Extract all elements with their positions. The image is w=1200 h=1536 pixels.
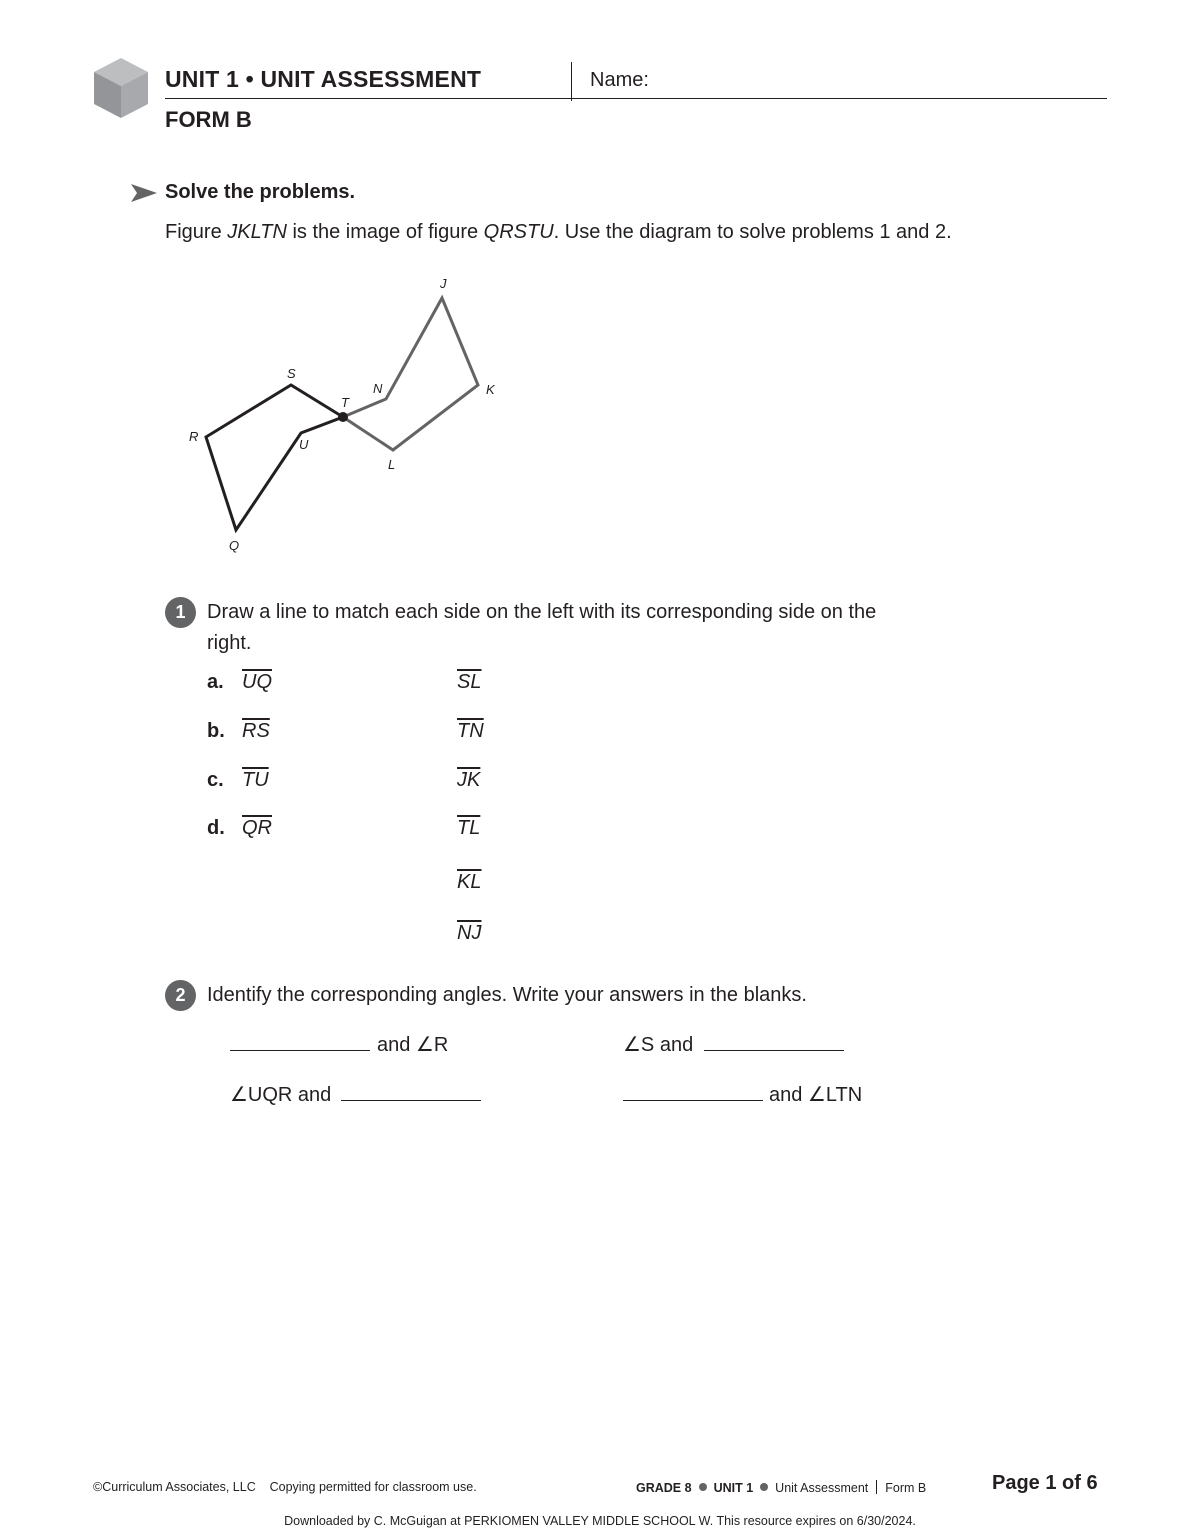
intro-text: Figure JKLTN is the image of figure QRSTU. Use the diagram to solve problems 1 and 2. xyxy=(165,221,952,243)
name-label: Name: xyxy=(590,69,649,91)
match-segment-tl[interactable]: $\overline{TL}$ xyxy=(457,817,481,839)
label-r: R xyxy=(189,429,199,444)
option-b-segment[interactable]: $\overline{RS}$ xyxy=(242,720,270,742)
label-q: Q xyxy=(229,538,240,553)
option-d-letter: d. xyxy=(207,817,225,839)
angle-r-text: and ∠R xyxy=(377,1034,449,1056)
question-1-text: Draw a line to match each side on the left with its corresponding side on the right. xyxy=(207,601,877,654)
download-notice: Downloaded by C. McGuigan at PERKIOMEN VALLEY MIDDLE SCHOOL W. This resource expires on 6/30/2024. xyxy=(284,1514,916,1528)
option-b-letter: b. xyxy=(207,720,225,742)
unit-title: UNIT 1 • UNIT ASSESSMENT xyxy=(165,66,482,92)
option-a-segment[interactable]: $\overline{UQ}$ xyxy=(242,671,272,693)
label-k: K xyxy=(486,382,495,397)
question-2-badge: 2 xyxy=(165,980,196,1011)
figure-qrstu xyxy=(206,385,343,530)
angle-ltn-text: and ∠LTN xyxy=(769,1084,863,1106)
label-t: T xyxy=(341,395,349,410)
label-j: J xyxy=(440,276,447,291)
option-c-letter: c. xyxy=(207,769,224,791)
instruction-heading: Solve the problems. xyxy=(165,181,356,203)
answer-blank-3[interactable] xyxy=(341,1100,481,1101)
footer-grade: GRADE 8 xyxy=(636,1481,692,1495)
option-a-letter: a. xyxy=(207,671,224,693)
transformation-diagram xyxy=(0,0,600,580)
page-number: Page 1 of 6 xyxy=(992,1472,1098,1494)
option-c-segment[interactable]: $\overline{TU}$ xyxy=(242,769,269,791)
label-s: S xyxy=(287,366,296,381)
label-u: U xyxy=(299,437,309,452)
label-l: L xyxy=(388,457,396,472)
question-1-badge: 1 xyxy=(165,597,196,628)
match-segment-jk[interactable]: $\overline{JK}$ xyxy=(457,769,481,791)
question-2-text: Identify the corresponding angles. Write your answers in the blanks. xyxy=(207,984,807,1006)
footer-unit: UNIT 1 xyxy=(713,1481,754,1495)
bullet-icon xyxy=(699,1483,707,1491)
footer-assessment: Unit Assessment xyxy=(775,1481,869,1495)
answer-blank-4[interactable] xyxy=(623,1100,763,1101)
match-segment-kl[interactable]: $\overline{KL}$ xyxy=(457,871,482,893)
point-t xyxy=(338,412,348,422)
footer-course-info xyxy=(636,1480,926,1495)
form-label: FORM B xyxy=(165,107,252,132)
option-d-segment[interactable]: $\overline{QR}$ xyxy=(242,817,272,839)
answer-blank-1[interactable] xyxy=(230,1050,370,1051)
label-n: N xyxy=(373,381,383,396)
answer-blank-2[interactable] xyxy=(704,1050,844,1051)
footer-separator xyxy=(876,1480,877,1494)
angle-uqr-text: ∠UQR and xyxy=(230,1084,332,1106)
bullet-icon xyxy=(760,1483,768,1491)
copyright-text: ©Curriculum Associates, LLC Copying permitted for classroom use. xyxy=(93,1480,477,1494)
figure-jkltn xyxy=(343,298,478,450)
footer-form: Form B xyxy=(885,1481,927,1495)
match-segment-sl[interactable]: $\overline{SL}$ xyxy=(457,671,482,693)
match-segment-tn[interactable]: $\overline{TN}$ xyxy=(457,720,484,742)
match-segment-nj[interactable]: $\overline{NJ}$ xyxy=(457,922,482,944)
angle-s-text: ∠S and xyxy=(623,1034,694,1056)
